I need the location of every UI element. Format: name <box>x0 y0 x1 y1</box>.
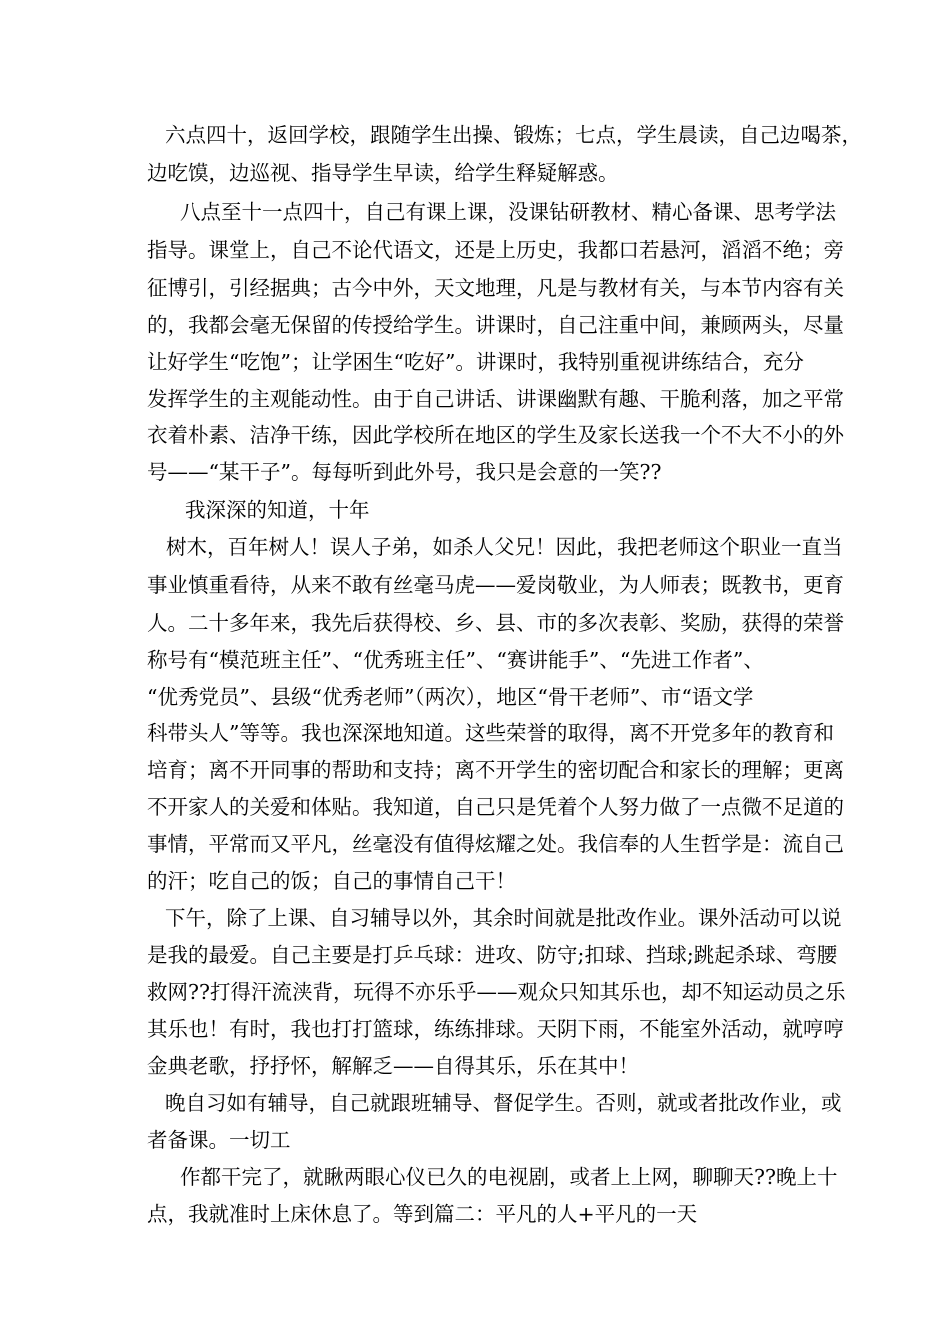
text-line: 号——“某干子”。每每听到此外号，我只是会意的一笑?? <box>147 460 662 484</box>
text-line: 科带头人”等等。我也深深地知道。这些荣誉的取得，离不开党多年的教育和 <box>147 721 834 745</box>
text-line: 六点四十，返回学校，跟随学生出操、锻炼；七点，学生晨读，自己边喝茶， <box>165 123 862 147</box>
text-line: 树木，百年树人！误人子弟，如杀人父兄！因此，我把老师这个职业一直当 <box>166 535 843 559</box>
text-line: 衣着朴素、洁净干练，因此学校所在地区的学生及家长送我一个不大不小的外 <box>147 423 844 447</box>
text-line: 培育；离不开同事的帮助和支持；离不开学生的密切配合和家长的理解；更离 <box>147 758 844 782</box>
text-line: 八点至十一点四十，自己有课上课，没课钻研教材、精心备课、思考学法 <box>180 200 836 224</box>
text-line: 晚自习如有辅导，自己就跟班辅导、督促学生。否则，就或者批改作业，或 <box>165 1091 842 1115</box>
text-line: 点，我就准时上床休息了。等到篇二：平凡的人+平凡的一天 <box>147 1202 698 1226</box>
text-line: 征博引，引经据典；古今中外，天文地理，凡是与教材有关，与本节内容有关 <box>147 276 844 300</box>
text-line: 其乐也！有时，我也打打篮球，练练排球。天阴下雨，不能室外活动，就哼哼 <box>147 1017 844 1041</box>
text-line: 让好学生“吃饱”；让学困生“吃好”。讲课时，我特别重视讲练结合，充分 <box>147 350 804 374</box>
text-line: 不开家人的关爱和体贴。我知道，自己只是凭着个人努力做了一点微不足道的 <box>147 795 844 819</box>
text-line: 金典老歌，抒抒怀，解解乏——自得其乐，乐在其中！ <box>147 1054 639 1078</box>
text-line: 指导。课堂上，自己不论代语文，还是上历史，我都口若悬河，滔滔不绝；旁 <box>147 238 844 262</box>
text-line: “优秀党员”、县级“优秀老师”（两次），地区“骨干老师”、市“语文学 <box>147 685 754 709</box>
text-line: 事情，平常而又平凡，丝毫没有值得炫耀之处。我信奉的人生哲学是：流自己 <box>147 832 844 856</box>
text-line: 我深深的知道，十年 <box>185 498 370 522</box>
text-line: 人。二十多年来，我先后获得校、乡、县、市的多次表彰、奖励，获得的荣誉 <box>147 611 844 635</box>
text-line: 是我的最爱。自己主要是打乒乓球：进攻、防守;扣球、挡球;跳起杀球、弯腰 <box>147 943 838 967</box>
text-line: 救网??打得汗流浃背，玩得不亦乐乎——观众只知其乐也，却不知运动员之乐 <box>147 980 846 1004</box>
text-line: 的汗；吃自己的饭；自己的事情自己干！ <box>147 869 516 893</box>
text-line: 作都干完了，就瞅两眼心仪已久的电视剧，或者上上网，聊聊天??晚上十 <box>180 1165 838 1189</box>
text-line: 的，我都会毫无保留的传授给学生。讲课时，自己注重中间，兼顾两头，尽量 <box>147 313 844 337</box>
text-line: 事业慎重看待，从来不敢有丝毫马虎——爱岗敬业，为人师表；既教书，更育 <box>147 573 844 597</box>
text-line: 下午，除了上课、自习辅导以外，其余时间就是批改作业。课外活动可以说 <box>165 906 842 930</box>
text-line: 称号有“模范班主任”、“优秀班主任”、“赛讲能手”、“先进工作者”、 <box>147 648 764 672</box>
text-line: 发挥学生的主观能动性。由于自己讲话、讲课幽默有趣、干脆利落，加之平常 <box>147 387 844 411</box>
text-line: 者备课。一切工 <box>147 1128 291 1152</box>
text-line: 边吃馍，边巡视、指导学生早读，给学生释疑解惑。 <box>147 161 619 185</box>
